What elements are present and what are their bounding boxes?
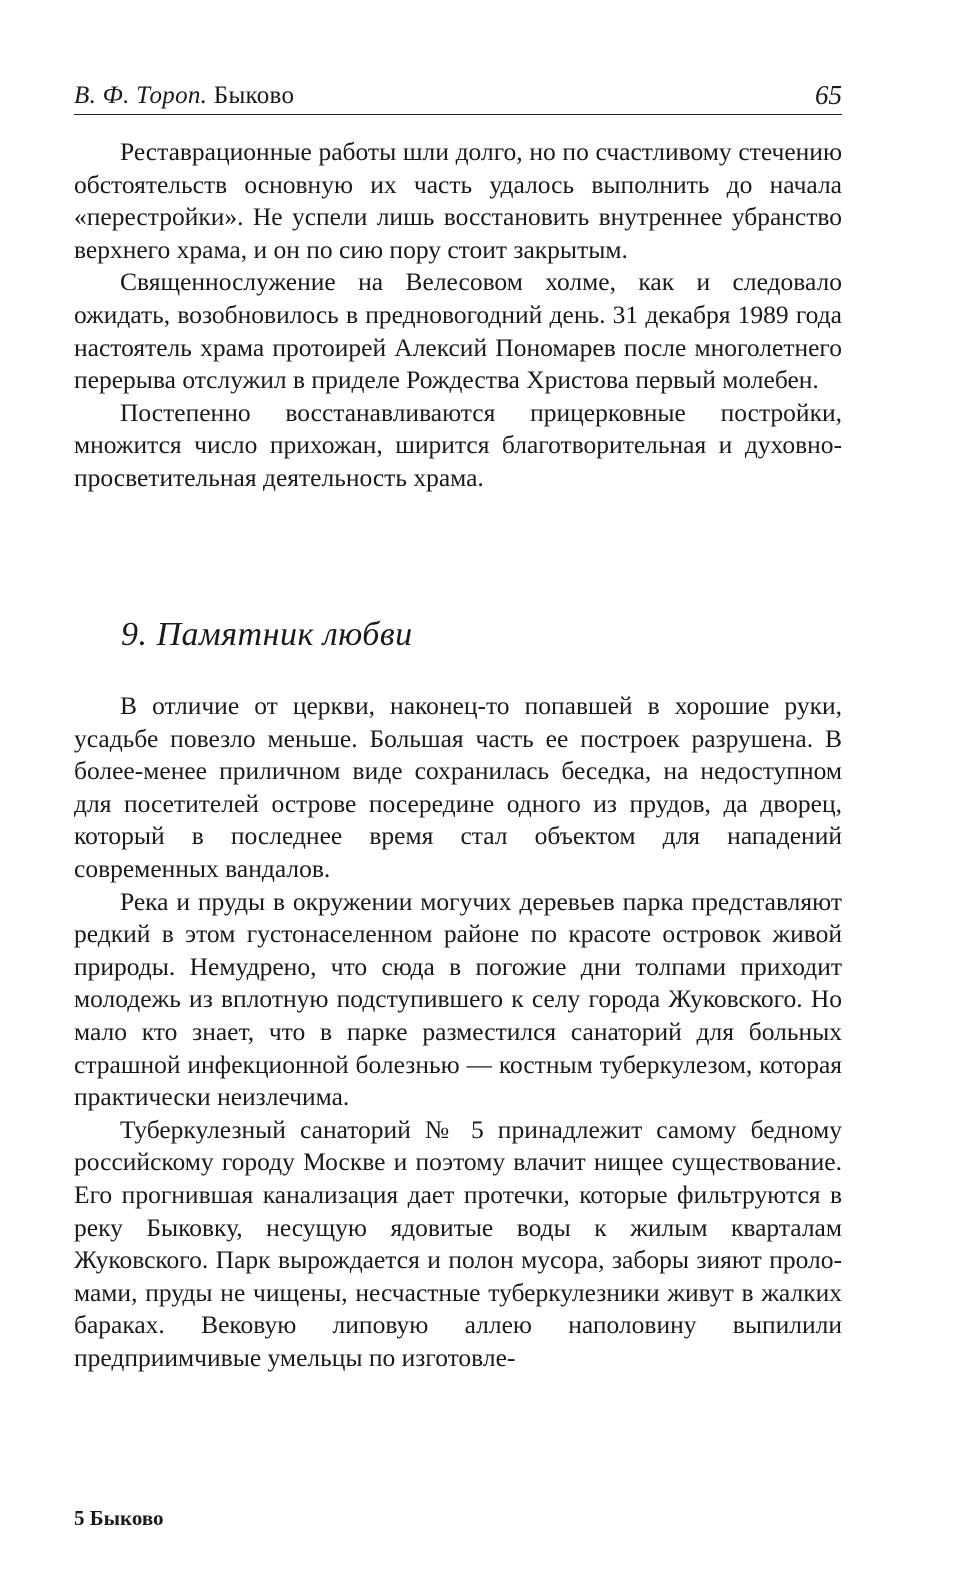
paragraph: Священнослужение на Велесовом холме, как и следовало ожидать, возобновилось в предновогодний день. 31 декабря 1989 года настоятель храма протоирей Алексий Пономарев после многолетнего перерыва отслужил в приделе Рождества Христова первый молебен. — [74, 267, 842, 395]
signature-mark: 5 Быково — [74, 1506, 164, 1530]
book-title: Быково — [213, 82, 295, 109]
text-block-after-heading — [74, 690, 842, 1374]
author-name: В. Ф. Тороп. — [74, 82, 208, 109]
running-head — [74, 78, 842, 115]
text-block-before-heading — [74, 136, 842, 495]
paragraph: Реставрационные работы шли долго, но по счастливому стечению обстоятельств основную их часть удалось выполнить до начала «перестройки». Не успели лишь восстановить внутреннее убранство верхнего храма, и он по сию пору стоит закрытым. — [74, 137, 842, 264]
section-heading: 9. Памятник любви — [121, 616, 413, 653]
running-head-title — [74, 82, 294, 110]
paragraph: Туберкулезный санаторий № 5 принадлежит самому бедному российскому городу Москве и поэтому влачит нищее существование. Его прогнившая канализация дает протечки, которые фильтруются в реку Быковку, несущую ядовитые воды к жилым кварталам Жуковского. Парк вырождается и полон мусора, заборы зияют проломами, пруды не чищены, несчастные туберкулезники живут в жалких бараках. Вековую липовую аллею наполовину выпилили предприимчивые умельцы по изготовле- — [74, 1114, 842, 1372]
paragraph: В отличие от церкви, наконец-то попавшей в хорошие руки, усадьбе повезло меньше. Большая часть ее построек разрушена. В более-менее приличном виде сохранилась беседка, на недоступном для посетителей острове посередине одного из прудов, да дворец, который в последнее время стал объектом для нападений современных вандалов. — [74, 691, 842, 883]
page-number: 65 — [815, 80, 842, 110]
paragraph: Река и пруды в окружении могучих деревьев парка представляют редкий в этом густонаселенном районе по красоте островок живой природы. Немудрено, что сюда в погожие дни толпами приходит молодежь из вплотную подступившего к селу города Жуковского. Но мало кто знает, что в парке разместился санаторий для больных страшной инфекционной болезнью — костным туберкулезом, которая практически неизлечима. — [74, 886, 842, 1112]
paragraph: Постепенно восстанавливаются прицерковные постройки, множится число прихожан, ширится благотворительная и духовно-просветительная деятельность храма. — [74, 397, 842, 492]
